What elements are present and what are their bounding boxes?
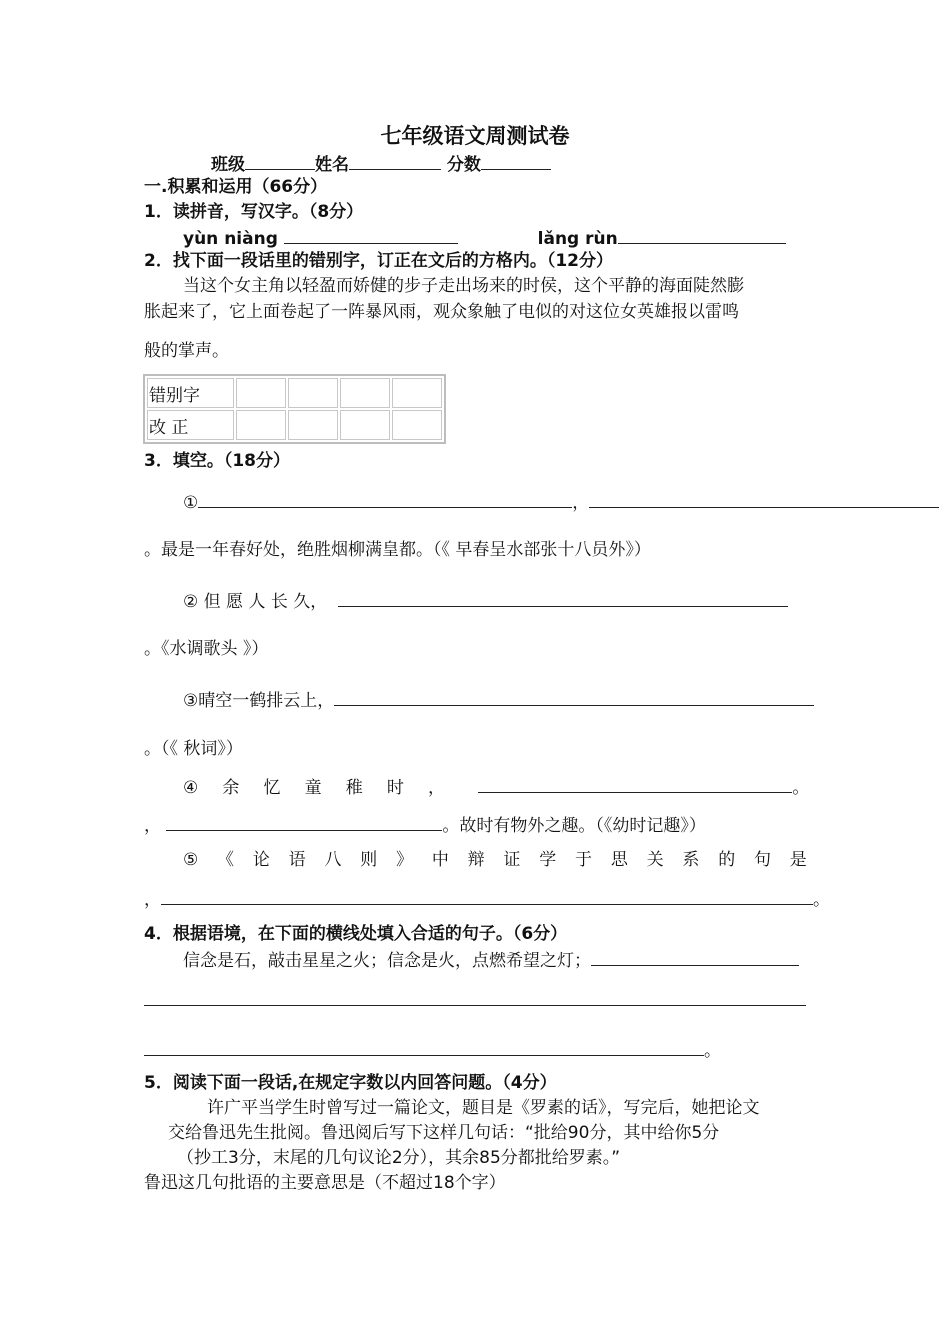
item1-blank-a[interactable] [198, 489, 572, 508]
q2-passage-line3: 般的掌声。 [144, 341, 229, 361]
char: 论 [252, 850, 270, 870]
char: 是 [789, 850, 807, 870]
char: 时 [386, 778, 404, 798]
q3-item1 [183, 489, 939, 515]
pinyin-1: yùn niàng [183, 229, 278, 249]
grid-cell[interactable] [288, 378, 338, 408]
q3-heading: 3．填空。（18分） [144, 451, 290, 471]
item4-text [183, 776, 445, 800]
char: 中 [431, 850, 449, 870]
char: 忆 [263, 778, 281, 798]
q1-pinyin-row [183, 225, 786, 251]
grid-cell[interactable] [236, 410, 286, 440]
q3-item4-line2 [144, 812, 706, 838]
char: 则 [360, 850, 378, 870]
q5-passage-line2: 交给鲁迅先生批阅。鲁迅阅后写下这样几句话：“批给90分，其中给你5分 [168, 1123, 720, 1143]
char: ⑤ [183, 850, 199, 870]
q4-prompt [183, 947, 799, 973]
item1-comma: ， [572, 493, 590, 513]
score-label: 分数 [446, 155, 481, 175]
q3-item5 [183, 848, 807, 872]
pinyin-1-answer[interactable] [284, 225, 458, 244]
q4-heading: 4．根据语境，在下面的横线处填入合适的句子。（6分） [144, 924, 568, 944]
grid-label-errors: 错别字 [147, 378, 234, 408]
q4-text: 信念是石，敲击星星之火；信念是火，点燃希望之灯； [183, 951, 591, 971]
q5-passage-line3: （抄工3分，末尾的几句议论2分），其余85分都批给罗素。” [177, 1148, 621, 1168]
item2-blank[interactable] [338, 588, 788, 607]
item5-end: 。 [813, 890, 830, 910]
item1-blank-b[interactable] [589, 489, 939, 508]
char: 稚 [345, 778, 363, 798]
q3-item3-end: 。（《 秋词》） [144, 739, 243, 759]
char: ， [428, 778, 445, 798]
grid-cell[interactable] [392, 378, 442, 408]
q3-item5-line2 [144, 886, 830, 912]
q4-blank-b[interactable] [144, 987, 806, 1006]
item4-blank-a[interactable] [478, 774, 792, 793]
char: 余 [222, 778, 240, 798]
class-label: 班级 [211, 155, 245, 175]
char: 关 [646, 850, 664, 870]
score-field[interactable] [481, 151, 551, 170]
item4-end: 。故时有物外之趣。（《幼时记趣》） [442, 816, 706, 836]
pinyin-2: lǎng rùn [537, 229, 618, 249]
item3-text: ③晴空一鹤排云上， [183, 691, 335, 711]
correction-grid [143, 374, 446, 444]
name-field[interactable] [349, 151, 441, 170]
item2-text: ② 但 愿 人 长 久， [183, 592, 328, 612]
name-label: 姓名 [315, 155, 349, 175]
grid-cell[interactable] [288, 410, 338, 440]
grid-cell[interactable] [392, 410, 442, 440]
item4-blank-b[interactable] [166, 812, 442, 831]
item5-text [183, 848, 807, 872]
q3-item4 [183, 774, 809, 800]
item4-period: 。 [792, 778, 810, 798]
q4-end: 。 [704, 1041, 721, 1061]
q3-item2 [183, 588, 788, 614]
grid-row-corrections [147, 410, 442, 440]
q3-item3 [183, 687, 814, 713]
q2-passage-line1: 当这个女主角以轻盈而娇健的步子走出场来的时侯，这个平静的海面陡然膨 [183, 276, 744, 296]
char: 句 [754, 850, 771, 870]
pinyin-2-answer[interactable] [618, 225, 786, 244]
q1-heading: 1．读拼音，写汉字。（8分） [144, 202, 364, 222]
char: 》 [396, 850, 414, 870]
char: 思 [610, 850, 628, 870]
page-title: 七年级语文周测试卷 [380, 124, 570, 148]
q4-line3 [144, 1037, 721, 1063]
item1-number: ① [183, 493, 199, 513]
q5-question: 鲁迅这几句批语的主要意思是（不超过18个字） [144, 1173, 506, 1193]
char: 于 [575, 850, 593, 870]
char: 《 [217, 850, 235, 870]
header-info [211, 151, 551, 177]
grid-cell[interactable] [340, 378, 390, 408]
grid-label-corrections: 改 正 [147, 410, 234, 440]
item5-comma: ， [144, 890, 161, 910]
q3-item2-end: 。《水调歌头 》） [144, 639, 269, 659]
class-field[interactable] [245, 151, 315, 170]
char: 语 [288, 850, 306, 870]
char: 的 [718, 850, 736, 870]
item5-blank[interactable] [161, 886, 813, 905]
q5-heading: 5．阅读下面一段话,在规定字数以内回答问题。（4分） [144, 1073, 557, 1093]
grid-cell[interactable] [340, 410, 390, 440]
section1-heading: 一.积累和运用（66分） [144, 177, 328, 197]
char: 系 [682, 850, 700, 870]
grid-cell[interactable] [236, 378, 286, 408]
char: 证 [503, 850, 521, 870]
char: 八 [324, 850, 342, 870]
q5-passage-line1: 许广平当学生时曾写过一篇论文，题目是《罗素的话》，写完后，她把论文 [207, 1098, 760, 1118]
q4-line2 [144, 987, 806, 1013]
item4-comma: ， [144, 816, 161, 836]
char: 学 [539, 850, 557, 870]
char: 童 [304, 778, 322, 798]
char: ④ [183, 778, 199, 798]
grid-row-errors [147, 378, 442, 408]
q2-heading: 2．找下面一段话里的错别字，订正在文后的方格内。（12分） [144, 251, 613, 271]
q3-item1-end: 。最是一年春好处，绝胜烟柳满皇都。（《 早春呈水部张十八员外》） [144, 540, 651, 560]
q4-blank-c[interactable] [144, 1037, 704, 1056]
item3-blank[interactable] [334, 687, 814, 706]
q4-blank-a[interactable] [591, 947, 799, 966]
q2-passage-line2: 胀起来了，它上面卷起了一阵暴风雨，观众象触了电似的对这位女英雄报以雷鸣 [144, 302, 739, 322]
char: 辩 [467, 850, 485, 870]
